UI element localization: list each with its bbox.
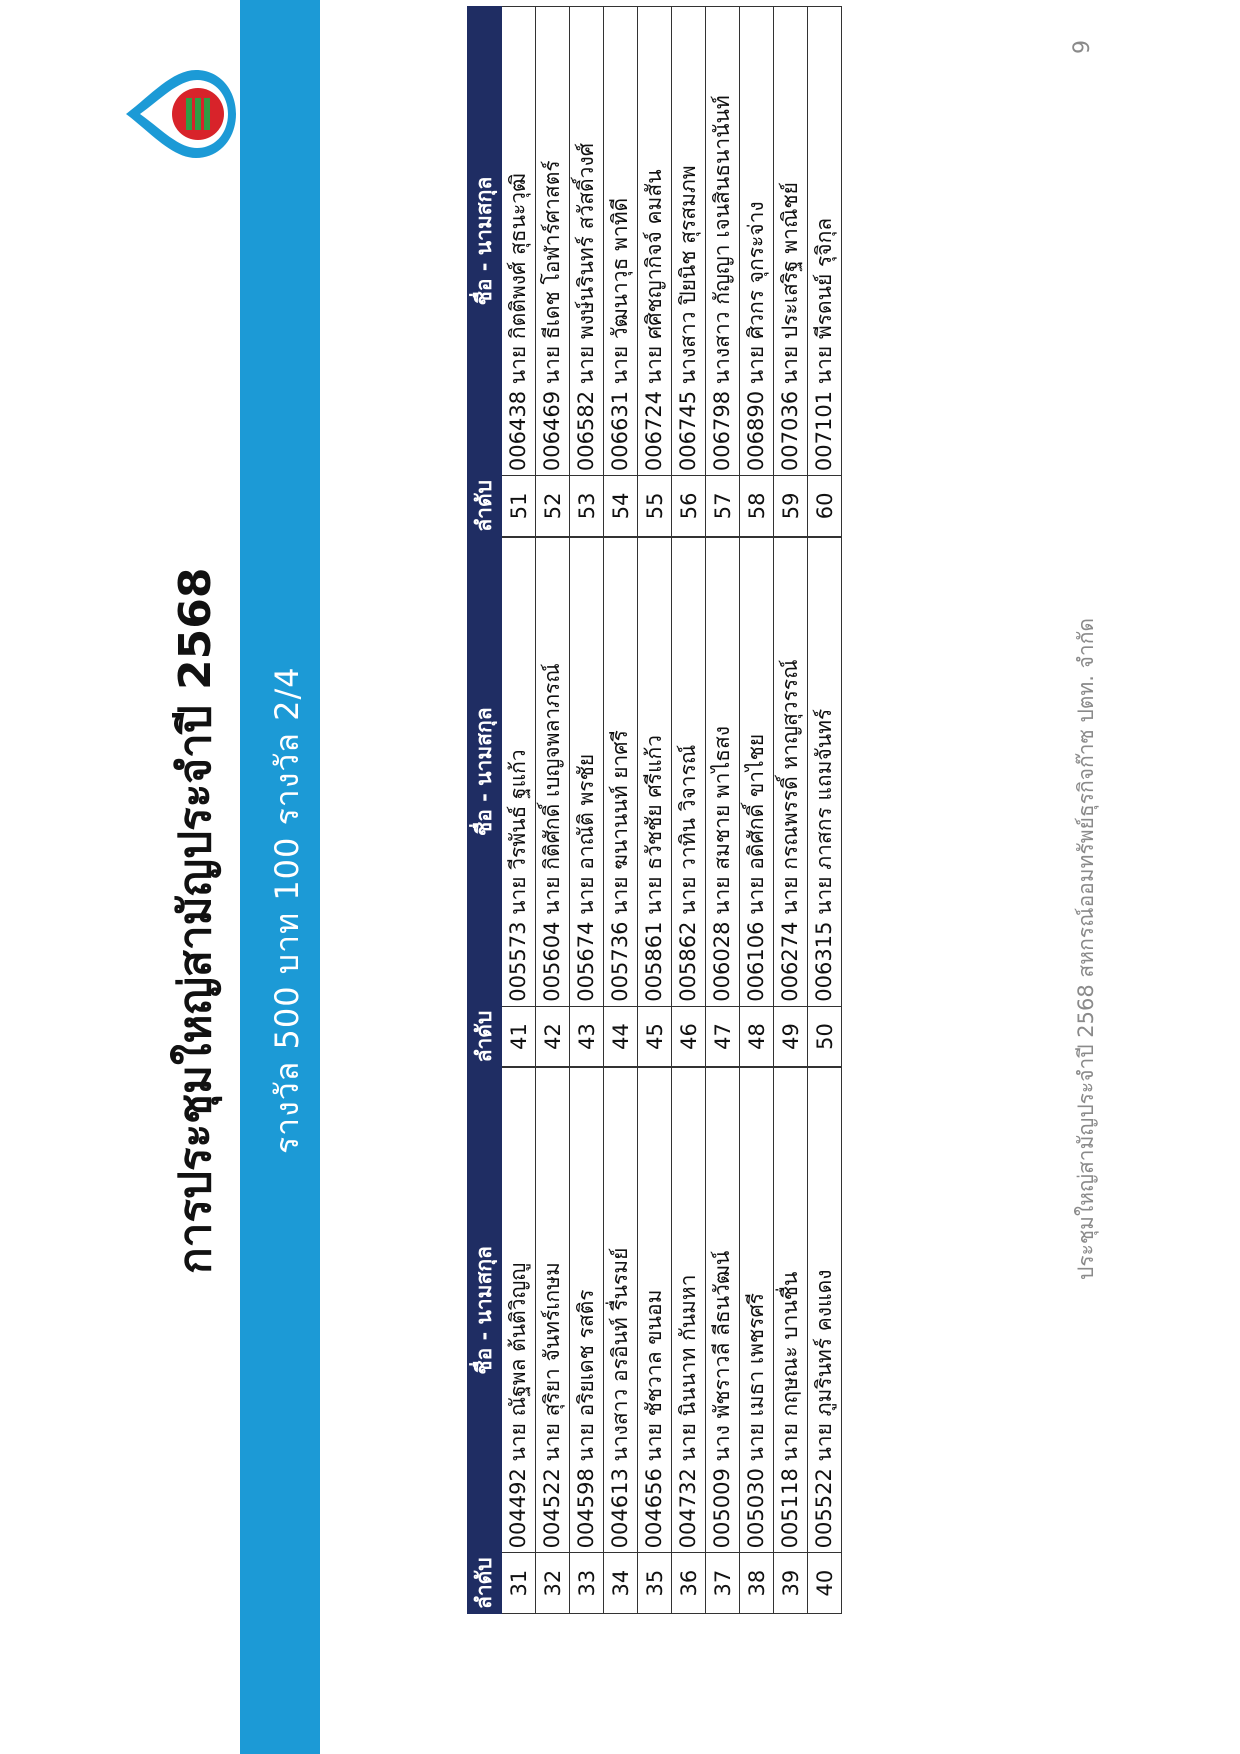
row-number: 40 [808,1553,842,1614]
table-header-row [468,1068,502,1614]
row-number: 54 [604,476,638,537]
table-row [706,7,740,537]
member-name: 005522 นาย ภูมรินทร์ คงแดง [808,1068,842,1553]
table-row [536,7,570,537]
member-name: 005674 นาย อาณัติ พรชัย [570,537,604,1006]
member-name: 005118 นาย กฤษณะ บานชื่น [774,1068,808,1553]
table-row [502,7,536,537]
member-name: 004492 นาย ณัฐพล ต้นติวิญญู [502,1068,536,1553]
table-row [536,537,570,1067]
table-row [808,7,842,537]
member-name: 006106 นาย อดิศักดิ์ ขาไชย [740,537,774,1006]
winner-table-1 [467,1067,842,1614]
table-row [740,537,774,1067]
table-row [672,1068,706,1614]
member-name: 006028 นาย สมชาย พาไธสง [706,537,740,1006]
row-number: 43 [570,1006,604,1067]
row-number: 47 [706,1006,740,1067]
row-number: 60 [808,476,842,537]
table-row [604,1068,638,1614]
col-no-header: ลำดับ [468,1553,502,1614]
row-number: 41 [502,1006,536,1067]
member-name: 006274 นาย กรณพรรดิ์ หาญสุวรรณ์ [774,537,808,1006]
table-row [502,1068,536,1614]
table-header-row [468,7,502,537]
table-row [672,7,706,537]
winner-table-3 [467,6,842,537]
member-name: 005862 นาย วาทิน วิจารณ์ [672,537,706,1006]
row-number: 33 [570,1553,604,1614]
row-number: 59 [774,476,808,537]
table-row [638,537,672,1067]
table-row [774,537,808,1067]
row-number: 39 [774,1553,808,1614]
member-name: 005009 นาง พัชราวลี ลีธนวัฒน์ [706,1068,740,1553]
member-name: 005030 นาย เมธา เพชรศรี [740,1068,774,1553]
member-name: 005604 นาย กิติศักดิ์ เบญจพลาภรณ์ [536,537,570,1006]
row-number: 50 [808,1006,842,1067]
member-name: 005573 นาย วีรพันธ์ ฐแก้ว [502,537,536,1006]
row-number: 53 [570,476,604,537]
member-name: 006745 นางสาว ปิยนิช สุรสมภพ [672,7,706,476]
row-number: 55 [638,476,672,537]
row-number: 48 [740,1006,774,1067]
col-no-header: ลำดับ [468,476,502,537]
member-name: 006582 นาย พงษ์นรินทร์ สวัสดิ์วงศ์ [570,7,604,476]
table-row [706,1068,740,1614]
table-row [808,1068,842,1614]
page-title: การประชุมใหญ่สามัญประจำปี 2568 [170,567,221,1274]
page-number: 9 [1070,40,1095,54]
table-row [570,1068,604,1614]
winner-table-2 [467,537,842,1068]
table-row [638,1068,672,1614]
table-row [774,1068,808,1614]
member-name: 004613 นางสาว อรอินท์ รื่นรมย์ [604,1068,638,1553]
row-number: 36 [672,1553,706,1614]
col-name-header: ชื่อ - นามสกุล [468,537,502,1006]
member-name: 004598 นาย อริยเดช รสติร [570,1068,604,1553]
table-row [570,7,604,537]
member-name: 004732 นาย นินนาท กันมหา [672,1068,706,1553]
member-name: 006438 นาย กิตติพงศ์ สุธนะวุฒิ [502,7,536,476]
member-name: 006631 นาย วัฒนาวุธ พาทิดี [604,7,638,476]
row-number: 52 [536,476,570,537]
table-row [604,7,638,537]
member-name: 005861 นาย ธวัชชัย ศรีแก้ว [638,537,672,1006]
table-header-row [468,537,502,1067]
table-row [740,1068,774,1614]
footer-text: ประชุมใหญ่สามัญประจำปี 2568 สหกรณ์ออมทรัพย์ธุรกิจก๊าซ ปตท. จำกัด [1074,617,1098,1280]
row-number: 58 [740,476,774,537]
table-row [808,537,842,1067]
member-name: 007101 นาย พีรดนย์ รุจิกุล [808,7,842,476]
table-row [638,7,672,537]
row-number: 51 [502,476,536,537]
member-name: 006798 นางสาว กัญญา เจนสินธนานันท์ [706,7,740,476]
page-subtitle: รางวัล 500 บาท 100 รางวัล 2/4 [268,666,306,1154]
row-number: 32 [536,1553,570,1614]
table-row [672,537,706,1067]
member-name: 007036 นาย ประเสริฐ พาณิชย์ [774,7,808,476]
member-name: 006315 นาย ภาสกร แถมจันทร์ [808,537,842,1006]
table-row [536,1068,570,1614]
row-number: 34 [604,1553,638,1614]
row-number: 57 [706,476,740,537]
table-row [502,537,536,1067]
row-number: 45 [638,1006,672,1067]
member-name: 006890 นาย ศิวกร จุกระจ่าง [740,7,774,476]
ptt-logo-icon [120,54,240,174]
col-no-header: ลำดับ [468,1006,502,1067]
table-row [706,537,740,1067]
row-number: 31 [502,1553,536,1614]
table-row [570,537,604,1067]
member-name: 006724 นาย ศศิชญากิจจ์ คมสัน [638,7,672,476]
member-name: 006469 นาย ธีเดช โอฬาร์ศาสตร์ [536,7,570,476]
row-number: 37 [706,1553,740,1614]
table-row [774,7,808,537]
member-name: 005736 นาย ฆนานนท์ ยาศรี [604,537,638,1006]
winner-tables [467,6,842,1614]
row-number: 56 [672,476,706,537]
row-number: 38 [740,1553,774,1614]
member-name: 004656 นาย ชัชวาล ขนอม [638,1068,672,1553]
row-number: 35 [638,1553,672,1614]
col-name-header: ชื่อ - นามสกุล [468,7,502,476]
table-row [604,537,638,1067]
row-number: 44 [604,1006,638,1067]
member-name: 004522 นาย สุริยา จันทร์เกษม [536,1068,570,1553]
row-number: 42 [536,1006,570,1067]
row-number: 49 [774,1006,808,1067]
row-number: 46 [672,1006,706,1067]
table-row [740,7,774,537]
col-name-header: ชื่อ - นามสกุล [468,1068,502,1553]
